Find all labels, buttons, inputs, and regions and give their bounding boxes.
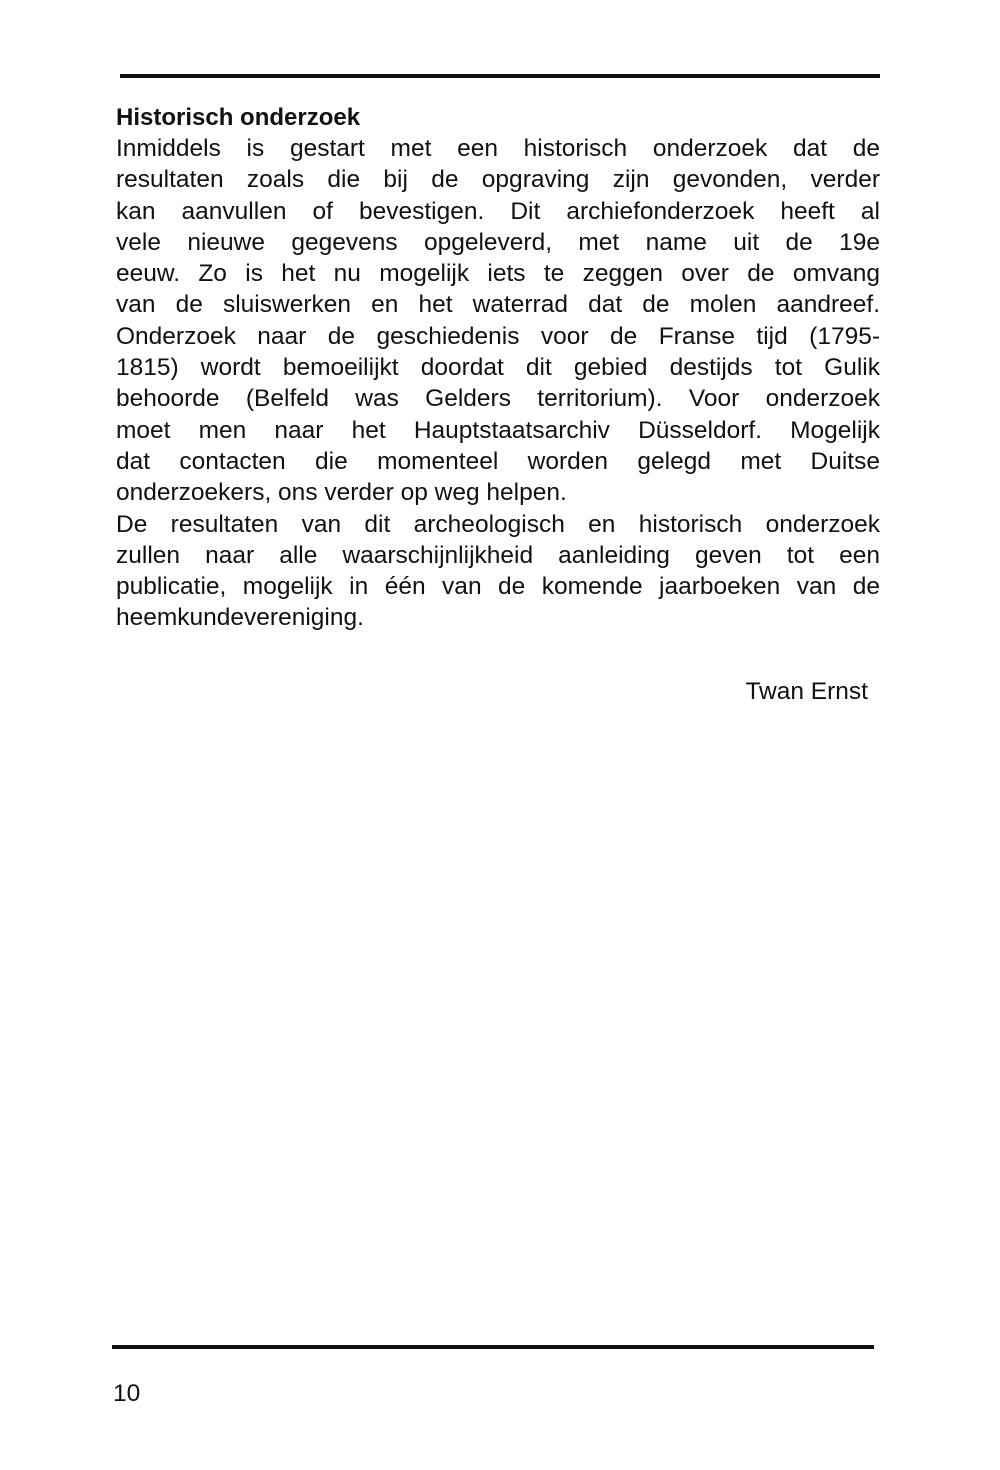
text-line: 1815) wordt bemoeilijkt doordat dit gebied destijds tot Gulik xyxy=(116,354,880,382)
bottom-rule xyxy=(112,1345,874,1349)
text-line: zullen naar alle waarschijnlijkheid aanleiding geven tot een xyxy=(116,541,880,569)
section-heading: Historisch onderzoek xyxy=(116,104,361,131)
author-signature: Twan Ernst xyxy=(745,678,868,705)
top-rule xyxy=(120,74,880,78)
text-line: behoorde (Belfeld was Gelders territorium). Voor onderzoek xyxy=(116,385,880,413)
text-line: Onderzoek naar de geschiedenis voor de Franse tijd (1795- xyxy=(116,322,880,350)
page-number: 10 xyxy=(113,1380,141,1407)
paragraph-1 xyxy=(116,133,880,509)
text-line: publicatie, mogelijk in één van de komende jaarboeken van de xyxy=(116,573,880,601)
text-line: resultaten zoals die bij de opgraving zijn gevonden, verder xyxy=(116,166,880,194)
text-line: eeuw. Zo is het nu mogelijk iets te zeggen over de omvang xyxy=(116,260,880,288)
text-line: kan aanvullen of bevestigen. Dit archiefonderzoek heeft al xyxy=(116,197,880,225)
text-line: heemkundevereniging. xyxy=(116,604,364,632)
text-line: dat contacten die momenteel worden gelegd met Duitse xyxy=(116,447,880,475)
text-line: moet men naar het Hauptstaatsarchiv Düsseldorf. Mogelijk xyxy=(116,416,880,444)
article-body xyxy=(116,102,880,634)
paragraph-2 xyxy=(116,509,880,634)
text-line: De resultaten van dit archeologisch en historisch onderzoek xyxy=(116,510,880,538)
text-line: onderzoekers, ons verder op weg helpen. xyxy=(116,479,567,507)
text-line: vele nieuwe gegevens opgeleverd, met name uit de 19e xyxy=(116,228,880,256)
text-line: Inmiddels is gestart met een historisch onderzoek dat de xyxy=(116,135,880,162)
text-line: van de sluiswerken en het waterrad dat de molen aandreef. xyxy=(116,291,880,319)
